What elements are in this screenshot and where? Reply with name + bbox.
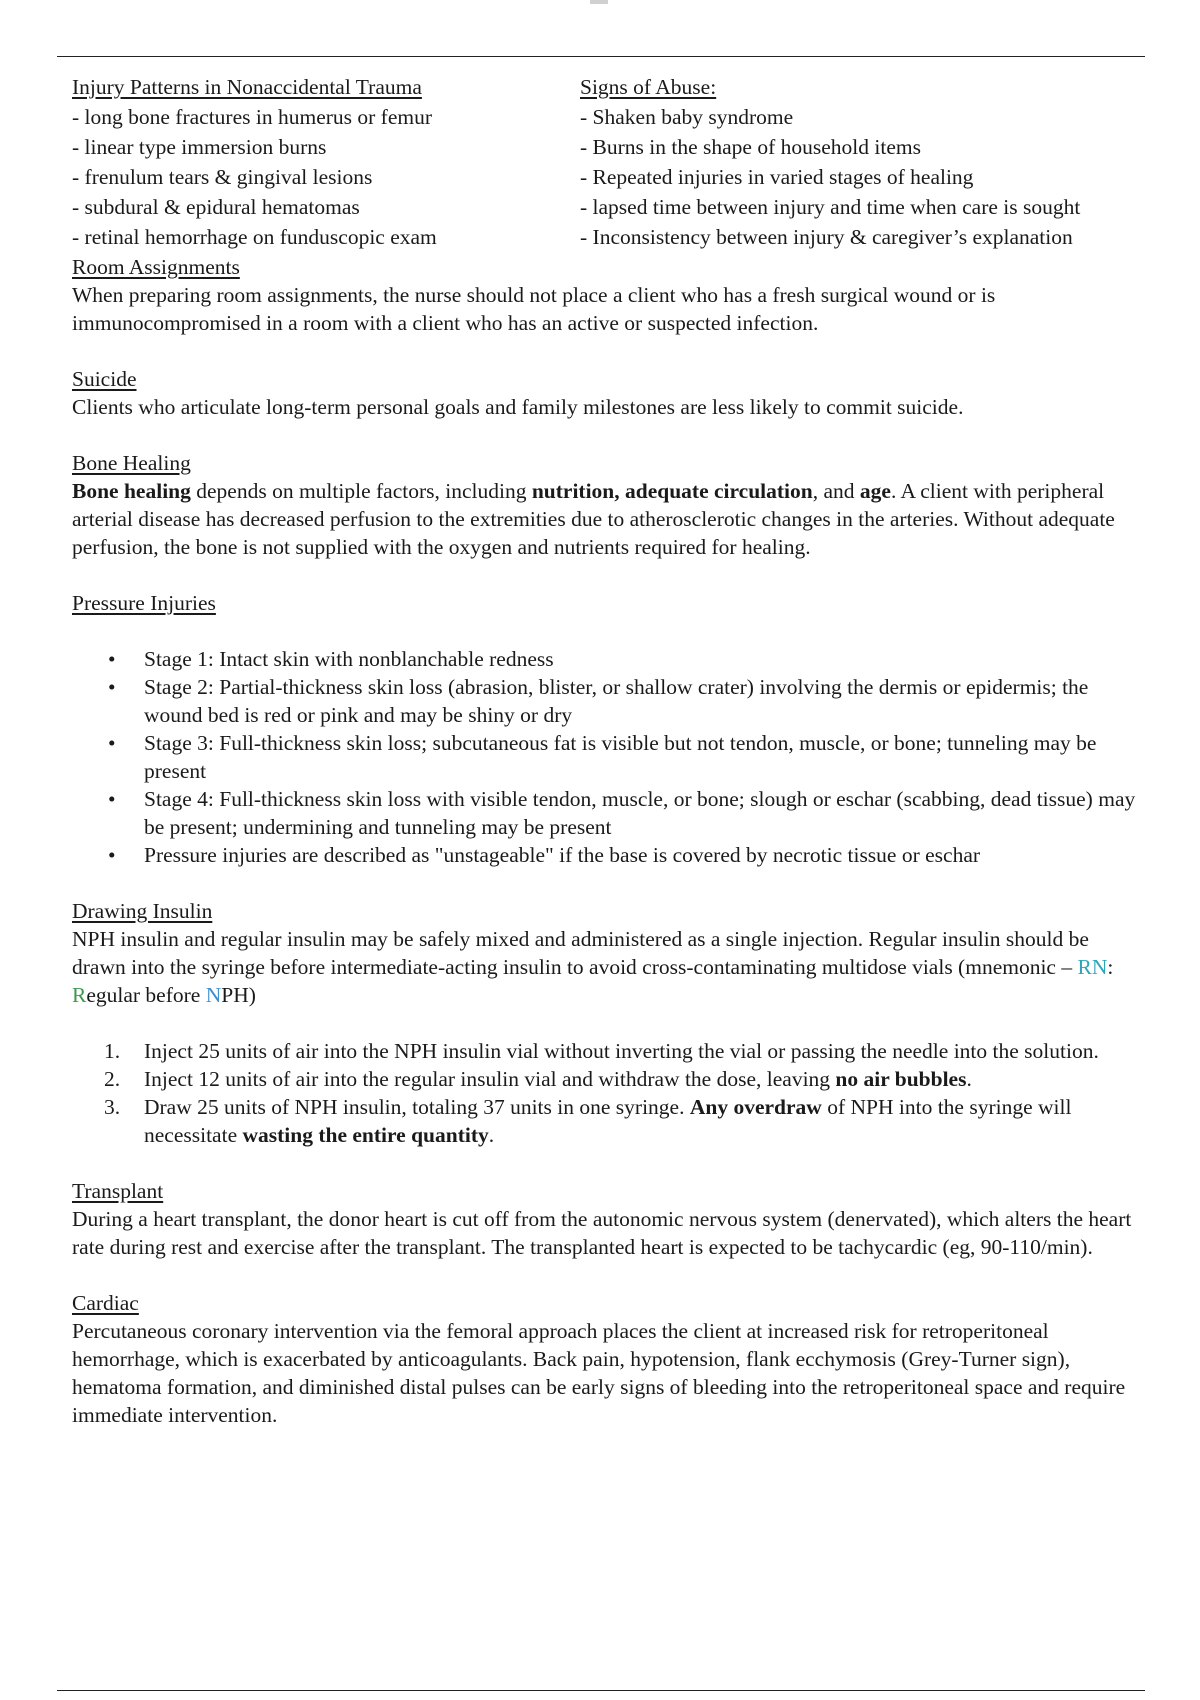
cardiac-section bbox=[72, 1289, 1142, 1429]
room-assignments-section bbox=[72, 253, 1142, 337]
cardiac-text: Percutaneous coronary intervention via the femoral approach places the client at increased risk for retroperitoneal hemorrhage, which is exacerbated by anticoagulants. Back pain, hypotension, flank ecchymosis (Grey-Turner sign), hematoma formation, and diminished distal pulses can be early signs of bleeding into the retroperitoneal space and require immediate intervention. bbox=[72, 1319, 1126, 1427]
trauma-item: - retinal hemorrhage on funduscopic exam bbox=[72, 225, 437, 249]
pressure-injuries-heading: Pressure Injuries bbox=[72, 591, 216, 615]
cardiac-heading: Cardiac bbox=[72, 1291, 139, 1315]
trauma-item: - frenulum tears & gingival lesions bbox=[72, 165, 373, 189]
abuse-sign-item: - Shaken baby syndrome bbox=[580, 105, 794, 129]
list-item bbox=[104, 1065, 1142, 1093]
list-item: • Stage 1: Intact skin with nonblanchable redness bbox=[144, 645, 1142, 673]
insulin-steps-list bbox=[72, 1037, 1142, 1149]
room-assignments-heading: Room Assignments bbox=[72, 255, 240, 279]
text-run: depends on multiple factors, including bbox=[190, 479, 532, 503]
trauma-heading: Injury Patterns in Nonaccidental Trauma bbox=[72, 75, 422, 99]
bold-term: Bone healing bbox=[72, 479, 191, 503]
abuse-sign-item: - Inconsistency between injury & caregiver’s explanation bbox=[580, 225, 1073, 249]
bone-healing-section bbox=[72, 449, 1142, 561]
text-run: egular before bbox=[86, 983, 206, 1007]
transplant-heading: Transplant bbox=[72, 1179, 164, 1203]
abuse-sign-item: - Repeated injuries in varied stages of healing bbox=[580, 165, 974, 189]
text-run: , and bbox=[812, 479, 860, 503]
drawing-insulin-text bbox=[72, 925, 1142, 1009]
suicide-section bbox=[72, 365, 1142, 421]
pressure-stage-list bbox=[72, 645, 1142, 869]
bottom-divider bbox=[57, 1690, 1145, 1691]
list-item: • Stage 3: Full-thickness skin loss; subcutaneous fat is visible but not tendon, muscle, or bone; tunneling may be present bbox=[144, 729, 1142, 785]
trauma-table bbox=[72, 73, 1142, 253]
trauma-item: - linear type immersion burns bbox=[72, 135, 327, 159]
trauma-item: - long bone fractures in humerus or femur bbox=[72, 105, 433, 129]
text-run: : bbox=[1107, 955, 1114, 979]
list-item bbox=[104, 1093, 1142, 1149]
step-number: 2. bbox=[104, 1067, 121, 1091]
list-item: • Pressure injuries are described as "unstageable" if the base is covered by necrotic tissue or eschar bbox=[144, 841, 1142, 869]
mnemonic-r: R bbox=[72, 983, 87, 1007]
top-divider bbox=[57, 56, 1145, 57]
step-text: . bbox=[488, 1123, 495, 1147]
list-item: • Stage 4: Full-thickness skin loss with visible tendon, muscle, or bone; slough or eschar (scabbing, dead tissue) may be present; undermining and tunneling may be present bbox=[144, 785, 1142, 841]
mnemonic-rn: RN bbox=[1077, 955, 1108, 979]
list-item bbox=[104, 1037, 1142, 1065]
bold-term: wasting the entire quantity bbox=[242, 1123, 489, 1147]
transplant-text: During a heart transplant, the donor heart is cut off from the autonomic nervous system (denervated), which alters the heart rate during rest and exercise after the transplant. The transplanted heart is expected to be tachycardic (eg, 90-110/min). bbox=[72, 1207, 1132, 1259]
pressure-injuries-section bbox=[72, 589, 1142, 869]
transplant-section bbox=[72, 1177, 1142, 1261]
abuse-signs-heading: Signs of Abuse: bbox=[580, 75, 717, 99]
bold-term: no air bubbles bbox=[835, 1067, 967, 1091]
abuse-sign-item: - Burns in the shape of household items bbox=[580, 135, 921, 159]
document-body bbox=[72, 73, 1142, 1429]
list-item: • Stage 2: Partial-thickness skin loss (abrasion, blister, or shallow crater) involving the dermis or epidermis; the wound bed is red or pink and may be shiny or dry bbox=[144, 673, 1142, 729]
bone-healing-heading: Bone Healing bbox=[72, 451, 191, 475]
bold-term: nutrition, adequate circulation bbox=[531, 479, 813, 503]
text-run: . A client with peripheral arterial disease has decreased perfusion to the extremities due to atherosclerotic changes in the arteries. Without adequate perfusion, the bone is not supplied with the oxygen and nutrients required for healing. bbox=[72, 479, 1115, 559]
trauma-section bbox=[72, 73, 1142, 253]
bone-healing-text bbox=[72, 477, 1142, 561]
step-text: Inject 12 units of air into the regular insulin vial and withdraw the dose, leaving bbox=[144, 1067, 836, 1091]
text-run: NPH insulin and regular insulin may be safely mixed and administered as a single injection. Regular insulin should be drawn into the syringe before intermediate-acting insulin to avoid cross-contaminating multidose vials (mnemonic – bbox=[72, 927, 1089, 979]
drawing-insulin-section bbox=[72, 897, 1142, 1149]
drawing-insulin-heading: Drawing Insulin bbox=[72, 899, 213, 923]
step-text: of NPH into the syringe will necessitate bbox=[144, 1095, 1072, 1147]
bold-term: Any overdraw bbox=[689, 1095, 822, 1119]
trauma-item: - subdural & epidural hematomas bbox=[72, 195, 360, 219]
step-text: . bbox=[966, 1067, 972, 1091]
step-text: Inject 25 units of air into the NPH insulin vial without inverting the vial or passing the needle into the solution. bbox=[144, 1039, 1099, 1063]
mnemonic-n: N bbox=[205, 983, 222, 1007]
step-text: Draw 25 units of NPH insulin, totaling 37 units in one syringe. bbox=[144, 1095, 690, 1119]
text-run: PH) bbox=[221, 983, 256, 1007]
suicide-heading: Suicide bbox=[72, 367, 137, 391]
abuse-sign-item: - lapsed time between injury and time when care is sought bbox=[580, 195, 1081, 219]
page-marker bbox=[590, 0, 608, 4]
step-number: 3. bbox=[104, 1095, 121, 1119]
step-number: 1. bbox=[104, 1039, 121, 1063]
room-assignments-text: When preparing room assignments, the nurse should not place a client who has a fresh surgical wound or is immunocompromised in a room with a client who has an active or suspected infection. bbox=[72, 283, 996, 335]
suicide-text: Clients who articulate long-term personal goals and family milestones are less likely to commit suicide. bbox=[72, 395, 964, 419]
bold-term: age bbox=[859, 479, 891, 503]
